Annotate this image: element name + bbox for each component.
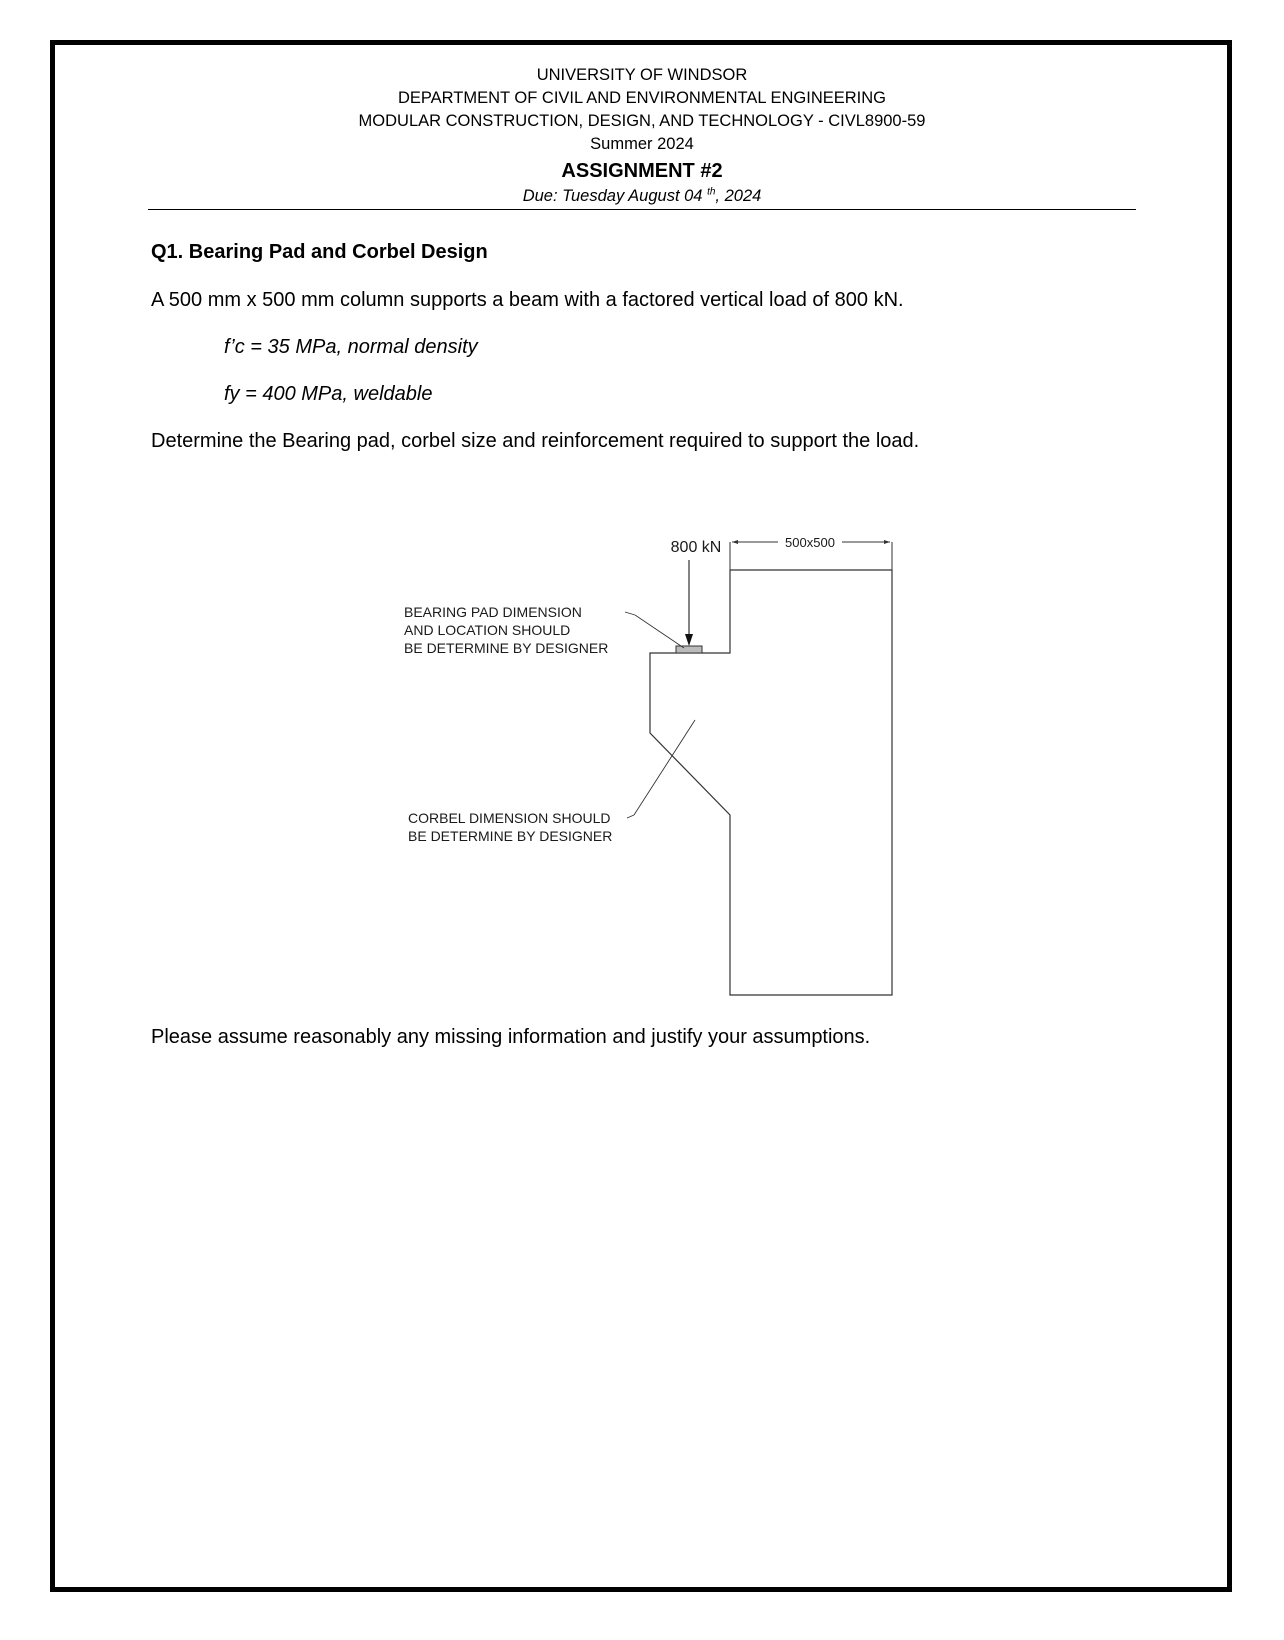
bearing-leader-tail: [625, 612, 635, 615]
column-size-label: 500x500: [785, 535, 835, 550]
bearing-leader: [635, 615, 684, 648]
load-arrow-head: [685, 634, 693, 646]
corbel-diagram: [380, 520, 920, 1000]
assignment-title: ASSIGNMENT #2: [561, 160, 723, 182]
term: Summer 2024: [590, 135, 694, 153]
column-corbel-outline: [650, 570, 892, 995]
bearing-note-line-3: BE DETERMINE BY DESIGNER: [404, 640, 609, 656]
course-title: MODULAR CONSTRUCTION, DESIGN, AND TECHNOLOGY - CIVL8900-59: [358, 112, 926, 130]
due-date-suffix: , 2024: [715, 187, 762, 205]
question-task: Determine the Bearing pad, corbel size and reinforcement required to support the load.: [151, 430, 920, 452]
university-name: UNIVERSITY OF WINDSOR: [536, 66, 748, 84]
assumption-note: Please assume reasonably any missing information and justify your assumptions.: [151, 1026, 871, 1048]
bearing-note-line-2: AND LOCATION SHOULD: [404, 622, 571, 638]
dimension-arrow-left: [732, 540, 738, 544]
given-concrete-strength: f’c = 35 MPa, normal density: [224, 336, 478, 358]
question-title: Q1. Bearing Pad and Corbel Design: [151, 241, 488, 263]
department-name: DEPARTMENT OF CIVIL AND ENVIRONMENTAL ENGINEERING: [397, 89, 887, 107]
due-date: [148, 185, 1136, 207]
dimension-arrow-right: [884, 540, 890, 544]
bearing-note-line-1: BEARING PAD DIMENSION: [404, 604, 582, 620]
corbel-leader: [634, 720, 695, 815]
given-steel-yield: fy = 400 MPa, weldable: [224, 383, 433, 405]
question-statement: A 500 mm x 500 mm column supports a beam with a factored vertical load of 800 kN.: [151, 289, 904, 311]
due-date-prefix: Due: Tuesday August 04: [522, 187, 708, 205]
corbel-leader-tail: [627, 815, 634, 818]
corbel-note-line-1: CORBEL DIMENSION SHOULD: [408, 810, 611, 826]
due-date-superscript: th: [707, 186, 716, 198]
document-header: [148, 64, 1136, 207]
header-divider: [148, 209, 1136, 210]
bearing-pad: [676, 646, 702, 653]
load-label: 800 kN: [670, 539, 722, 556]
corbel-note-line-2: BE DETERMINE BY DESIGNER: [408, 828, 613, 844]
